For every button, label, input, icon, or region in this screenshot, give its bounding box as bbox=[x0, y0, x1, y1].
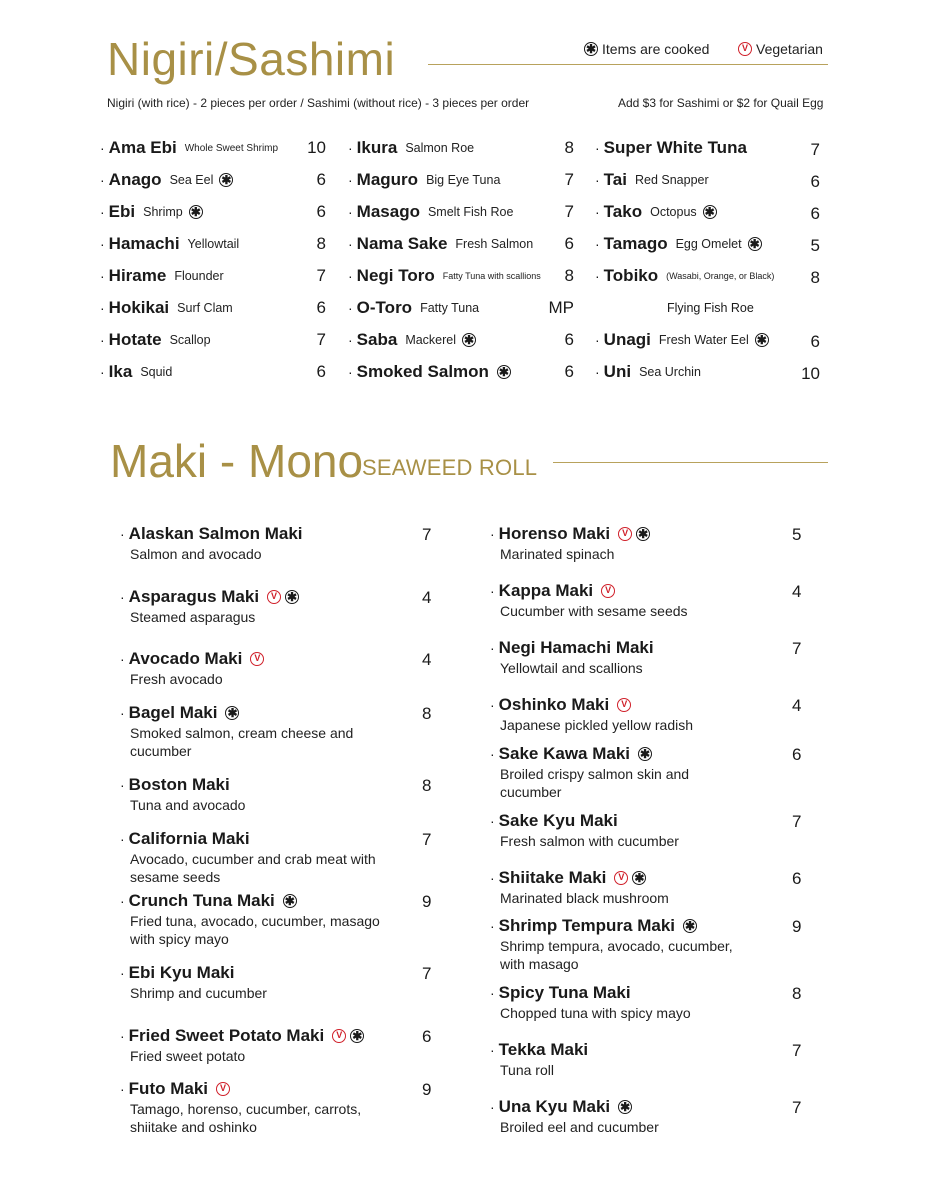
cooked-icon: ✱ bbox=[756, 333, 767, 347]
tobiko-note: Flying Fish Roe bbox=[667, 301, 754, 315]
nigiri-item: · Hotate Scallop bbox=[100, 330, 211, 349]
maki-item: · Tekka Maki Tuna roll bbox=[490, 1040, 589, 1078]
item-desc: Broiled eel and cucumber bbox=[500, 1119, 659, 1135]
item-desc: Octopus bbox=[650, 205, 697, 219]
maki-item: · Una Kyu Maki ✱ Broiled eel and cucumber bbox=[490, 1097, 659, 1135]
item-price: 8 bbox=[422, 776, 432, 795]
item-price: 7 bbox=[422, 964, 432, 983]
item-desc: Surf Clam bbox=[177, 301, 233, 315]
item-price: 6 bbox=[810, 172, 820, 191]
item-name: Ebi bbox=[108, 202, 136, 221]
nigiri-item: · Hamachi Yellowtail bbox=[100, 234, 240, 253]
item-name: Alaskan Salmon Maki bbox=[128, 524, 303, 543]
item-name: Sake Kyu Maki bbox=[498, 811, 618, 830]
maki-item: · Futo Maki V Tamago, horenso, cucumber, carrots, shiitake and oshinko bbox=[120, 1078, 405, 1136]
item-desc: Tuna and avocado bbox=[130, 797, 246, 813]
nigiri-item: · Negi Toro Fatty Tuna with scallions bbox=[348, 266, 541, 285]
cooked-icon: ✱ bbox=[684, 919, 696, 933]
item-price: 7 bbox=[792, 1098, 802, 1117]
cooked-icon: ✱ bbox=[190, 205, 201, 219]
item-name: Saba bbox=[356, 330, 398, 349]
item-desc: Fatty Tuna bbox=[420, 301, 480, 315]
item-name: Uni bbox=[603, 362, 632, 381]
item-desc: Smelt Fish Roe bbox=[427, 205, 514, 219]
item-desc: Marinated spinach bbox=[500, 546, 615, 562]
item-desc: Fatty Tuna with scallions bbox=[442, 271, 541, 281]
item-desc: Avocado, cucumber and crab meat with sesame seeds bbox=[130, 851, 376, 885]
nigiri-item: · Ikura Salmon Roe bbox=[348, 138, 475, 157]
item-price: 5 bbox=[792, 525, 802, 544]
item-price: 4 bbox=[422, 650, 432, 669]
item-name: Ama Ebi bbox=[108, 138, 177, 157]
item-desc: Smoked salmon, cream cheese and cucumber bbox=[130, 725, 354, 759]
item-desc: (Wasabi, Orange, or Black) bbox=[666, 271, 775, 281]
item-price: 6 bbox=[422, 1027, 432, 1046]
item-desc: Sea Eel bbox=[169, 173, 214, 187]
nigiri-subtitle: Nigiri (with rice) - 2 pieces per order / Sashimi (without rice) - 3 pieces per order bbox=[107, 96, 530, 110]
maki-item: · Shrimp Tempura Maki ✱ Shrimp tempura, avocado, cucumber, with masago bbox=[490, 915, 755, 973]
item-desc: Fried tuna, avocado, cucumber, masago with spicy mayo bbox=[130, 913, 380, 947]
item-name: Oshinko Maki bbox=[498, 695, 610, 714]
item-price: 7 bbox=[422, 525, 432, 544]
maki-item: · Bagel Maki ✱ Smoked salmon, cream cheese and cucumber bbox=[120, 702, 405, 760]
maki-item: · Asparagus Maki V ✱ Steamed asparagus bbox=[120, 587, 298, 625]
nigiri-divider bbox=[428, 64, 828, 65]
item-name: Hamachi bbox=[108, 234, 180, 253]
maki-subtitle: SEAWEED ROLL bbox=[362, 455, 538, 480]
nigiri-item: · Masago Smelt Fish Roe bbox=[348, 202, 514, 221]
cooked-icon: ✱ bbox=[638, 527, 649, 541]
item-name: Ebi Kyu Maki bbox=[128, 963, 235, 982]
item-price: 7 bbox=[810, 140, 820, 159]
nigiri-item: · Super White Tuna bbox=[595, 138, 747, 157]
item-price: 6 bbox=[810, 332, 820, 351]
maki-item: · Sake Kawa Maki ✱ Broiled crispy salmon skin and cucumber bbox=[490, 743, 730, 801]
cooked-icon: ✱ bbox=[221, 173, 232, 187]
nigiri-item: · Smoked Salmon ✱ bbox=[348, 362, 509, 381]
item-name: California Maki bbox=[128, 829, 250, 848]
item-name: Boston Maki bbox=[128, 775, 230, 794]
nigiri-item: · Anago Sea Eel ✱ bbox=[100, 170, 232, 189]
nigiri-title: Nigiri/Sashimi bbox=[107, 33, 396, 85]
item-desc: Egg Omelet bbox=[675, 237, 742, 251]
maki-item: · Alaskan Salmon Maki Salmon and avocado bbox=[120, 524, 303, 562]
item-desc: Japanese pickled yellow radish bbox=[500, 717, 693, 733]
cooked-icon: ✱ bbox=[704, 205, 715, 219]
item-desc: Cucumber with sesame seeds bbox=[500, 603, 688, 619]
item-price: 8 bbox=[316, 234, 326, 253]
nigiri-item: · Tai Red Snapper bbox=[595, 170, 709, 189]
cooked-icon: ✱ bbox=[634, 871, 645, 885]
item-price: 7 bbox=[316, 266, 326, 285]
item-price: 6 bbox=[316, 362, 326, 381]
item-name: Ika bbox=[108, 362, 133, 381]
cooked-icon: ✱ bbox=[352, 1029, 363, 1043]
legend-vegetarian bbox=[738, 41, 823, 57]
item-price: 8 bbox=[564, 266, 574, 285]
vegetarian-icon: V bbox=[738, 42, 752, 56]
item-name: Anago bbox=[108, 170, 162, 189]
item-name: Masago bbox=[356, 202, 420, 221]
item-price: 7 bbox=[792, 639, 802, 658]
cooked-icon: ✱ bbox=[498, 365, 509, 379]
item-desc: Fresh avocado bbox=[130, 671, 223, 687]
item-price: 6 bbox=[564, 234, 574, 253]
item-name: Hokikai bbox=[108, 298, 170, 317]
cooked-icon: ✱ bbox=[287, 590, 298, 604]
item-name: Smoked Salmon bbox=[356, 362, 489, 381]
nigiri-item: · Uni Sea Urchin bbox=[595, 362, 701, 381]
nigiri-addon-note: Add $3 for Sashimi or $2 for Quail Egg bbox=[618, 96, 824, 110]
item-name: Ikura bbox=[356, 138, 398, 157]
nigiri-item: · Ama Ebi Whole Sweet Shrimp bbox=[100, 138, 279, 157]
item-desc: Broiled crispy salmon skin and cucumber bbox=[500, 766, 690, 800]
item-desc: Salmon and avocado bbox=[130, 546, 262, 562]
nigiri-item: · Hirame Flounder bbox=[100, 266, 224, 285]
item-price: 4 bbox=[792, 582, 802, 601]
item-name: Tamago bbox=[603, 234, 668, 253]
cooked-icon: ✱ bbox=[227, 706, 238, 720]
item-desc: Big Eye Tuna bbox=[426, 173, 501, 187]
item-name: Asparagus Maki bbox=[128, 587, 260, 606]
item-name: O-Toro bbox=[356, 298, 413, 317]
cooked-icon: ✱ bbox=[585, 42, 597, 56]
item-desc: Fresh Water Eel bbox=[658, 333, 749, 347]
item-name: Tako bbox=[603, 202, 643, 221]
vegetarian-icon: V bbox=[618, 527, 632, 541]
item-name: Hotate bbox=[108, 330, 162, 349]
item-desc: Marinated black mushroom bbox=[500, 890, 669, 906]
legend-cooked bbox=[584, 41, 709, 57]
maki-title: Maki - Mono bbox=[110, 435, 364, 487]
vegetarian-icon: V bbox=[614, 871, 628, 885]
item-name: Spicy Tuna Maki bbox=[498, 983, 631, 1002]
item-name: Bagel Maki bbox=[128, 703, 218, 722]
item-name: Negi Toro bbox=[356, 266, 435, 285]
item-price: MP bbox=[548, 298, 574, 317]
nigiri-item: · Ebi Shrimp ✱ bbox=[100, 202, 201, 221]
maki-item: · California Maki Avocado, cucumber and crab meat with sesame seeds bbox=[120, 828, 405, 886]
item-price: 8 bbox=[810, 268, 820, 287]
maki-item: · Negi Hamachi Maki Yellowtail and scallions bbox=[490, 638, 654, 676]
nigiri-item: · Saba Mackerel ✱ bbox=[348, 330, 475, 349]
item-name: Avocado Maki bbox=[128, 649, 243, 668]
item-desc: Yellowtail and scallions bbox=[500, 660, 643, 676]
maki-item: · Avocado Maki V Fresh avocado bbox=[120, 648, 264, 688]
vegetarian-icon: V bbox=[267, 590, 281, 604]
vegetarian-icon: V bbox=[250, 652, 264, 666]
item-price: 7 bbox=[564, 170, 574, 189]
item-desc: Steamed asparagus bbox=[130, 609, 256, 625]
item-desc: Fried sweet potato bbox=[130, 1048, 246, 1064]
item-name: Una Kyu Maki bbox=[498, 1097, 611, 1116]
item-price: 10 bbox=[801, 364, 820, 383]
item-desc: Scallop bbox=[169, 333, 211, 347]
item-desc: Fresh Salmon bbox=[455, 237, 534, 251]
item-name: Crunch Tuna Maki bbox=[128, 891, 275, 910]
maki-item: · Kappa Maki V Cucumber with sesame seeds bbox=[490, 581, 688, 619]
item-price: 7 bbox=[422, 830, 432, 849]
maki-item: · Ebi Kyu Maki Shrimp and cucumber bbox=[120, 963, 267, 1001]
item-price: 6 bbox=[316, 202, 326, 221]
vegetarian-icon: V bbox=[601, 584, 615, 598]
item-desc: Tamago, horenso, cucumber, carrots, shiitake and oshinko bbox=[130, 1101, 362, 1135]
item-price: 4 bbox=[422, 588, 432, 607]
item-name: Kappa Maki bbox=[498, 581, 594, 600]
nigiri-item: · Ika Squid bbox=[100, 362, 173, 381]
item-price: 6 bbox=[792, 745, 802, 764]
item-desc: Fresh salmon with cucumber bbox=[500, 833, 679, 849]
item-name: Super White Tuna bbox=[603, 138, 747, 157]
nigiri-item: · Hokikai Surf Clam bbox=[100, 298, 233, 317]
item-price: 6 bbox=[316, 170, 326, 189]
item-name: Nama Sake bbox=[356, 234, 448, 253]
maki-item: · Crunch Tuna Maki ✱ Fried tuna, avocado, cucumber, masago with spicy mayo bbox=[120, 890, 405, 948]
item-desc: Salmon Roe bbox=[405, 141, 475, 155]
item-name: Tai bbox=[603, 170, 627, 189]
item-name: Futo Maki bbox=[128, 1079, 209, 1098]
item-desc: Chopped tuna with spicy mayo bbox=[500, 1005, 691, 1021]
item-name: Horenso Maki bbox=[498, 524, 611, 543]
item-price: 6 bbox=[810, 204, 820, 223]
item-name: Shrimp Tempura Maki bbox=[498, 916, 676, 935]
item-price: 6 bbox=[316, 298, 326, 317]
item-desc: Squid bbox=[140, 365, 173, 379]
maki-item: · Oshinko Maki V Japanese pickled yellow radish bbox=[490, 695, 693, 733]
item-desc: Red Snapper bbox=[634, 173, 709, 187]
item-name: Maguro bbox=[356, 170, 419, 189]
item-price: 9 bbox=[422, 1080, 432, 1099]
legend-vegetarian-label: Vegetarian bbox=[756, 41, 823, 57]
item-name: Hirame bbox=[108, 266, 167, 285]
cooked-icon: ✱ bbox=[284, 894, 295, 908]
item-name: Tobiko bbox=[603, 266, 659, 285]
item-price: 7 bbox=[564, 202, 574, 221]
item-name: Shiitake Maki bbox=[498, 868, 607, 887]
item-name: Fried Sweet Potato Maki bbox=[128, 1026, 325, 1045]
item-price: 9 bbox=[792, 917, 802, 936]
item-desc: Shrimp tempura, avocado, cucumber, with masago bbox=[500, 938, 733, 972]
maki-divider bbox=[553, 462, 828, 463]
legend-cooked-label: Items are cooked bbox=[602, 41, 710, 57]
cooked-icon: ✱ bbox=[749, 237, 760, 251]
item-price: 9 bbox=[422, 892, 432, 911]
item-price: 6 bbox=[792, 869, 802, 888]
item-name: Tekka Maki bbox=[498, 1040, 589, 1059]
item-desc: Yellowtail bbox=[187, 237, 240, 251]
item-price: 7 bbox=[792, 1041, 802, 1060]
vegetarian-icon: V bbox=[216, 1082, 230, 1096]
maki-item: · Boston Maki Tuna and avocado bbox=[120, 775, 246, 813]
item-price: 8 bbox=[792, 984, 802, 1003]
maki-item: · Sake Kyu Maki Fresh salmon with cucumber bbox=[490, 811, 679, 849]
item-name: Negi Hamachi Maki bbox=[498, 638, 654, 657]
nigiri-item: · Tobiko (Wasabi, Orange, or Black) bbox=[595, 266, 775, 285]
item-price: 6 bbox=[564, 362, 574, 381]
vegetarian-icon: V bbox=[617, 698, 631, 712]
item-desc: Shrimp and cucumber bbox=[130, 985, 267, 1001]
item-desc: Sea Urchin bbox=[639, 365, 701, 379]
nigiri-item: · Maguro Big Eye Tuna bbox=[348, 170, 501, 189]
item-name: Sake Kawa Maki bbox=[498, 744, 631, 763]
item-desc: Mackerel bbox=[405, 333, 457, 347]
maki-item: · Fried Sweet Potato Maki V ✱ Fried sweet potato bbox=[120, 1026, 363, 1064]
nigiri-item: · Nama Sake Fresh Salmon bbox=[348, 234, 534, 253]
maki-item: · Horenso Maki V ✱ Marinated spinach bbox=[490, 524, 649, 562]
cooked-icon: ✱ bbox=[640, 747, 651, 761]
nigiri-item: · O-Toro Fatty Tuna bbox=[348, 298, 480, 317]
item-price: 4 bbox=[792, 696, 802, 715]
item-price: 10 bbox=[307, 138, 326, 157]
nigiri-item: · Tako Octopus ✱ bbox=[595, 202, 715, 221]
item-price: 7 bbox=[792, 812, 802, 831]
maki-item: · Spicy Tuna Maki Chopped tuna with spicy mayo bbox=[490, 983, 691, 1021]
item-desc: Flounder bbox=[174, 269, 224, 283]
item-desc: Tuna roll bbox=[500, 1062, 554, 1078]
cooked-icon: ✱ bbox=[620, 1100, 631, 1114]
item-desc: Whole Sweet Shrimp bbox=[184, 142, 279, 154]
cooked-icon: ✱ bbox=[464, 333, 475, 347]
item-price: 5 bbox=[810, 236, 820, 255]
item-name: Unagi bbox=[603, 330, 651, 349]
item-price: 8 bbox=[564, 138, 574, 157]
vegetarian-icon: V bbox=[332, 1029, 346, 1043]
item-price: 8 bbox=[422, 704, 432, 723]
item-price: 6 bbox=[564, 330, 574, 349]
nigiri-item: · Tamago Egg Omelet ✱ bbox=[595, 234, 760, 253]
maki-item: · Shiitake Maki V ✱ Marinated black mushroom bbox=[490, 868, 669, 906]
item-desc: Shrimp bbox=[143, 205, 183, 219]
nigiri-item: · Unagi Fresh Water Eel ✱ bbox=[595, 330, 767, 349]
item-price: 7 bbox=[316, 330, 326, 349]
